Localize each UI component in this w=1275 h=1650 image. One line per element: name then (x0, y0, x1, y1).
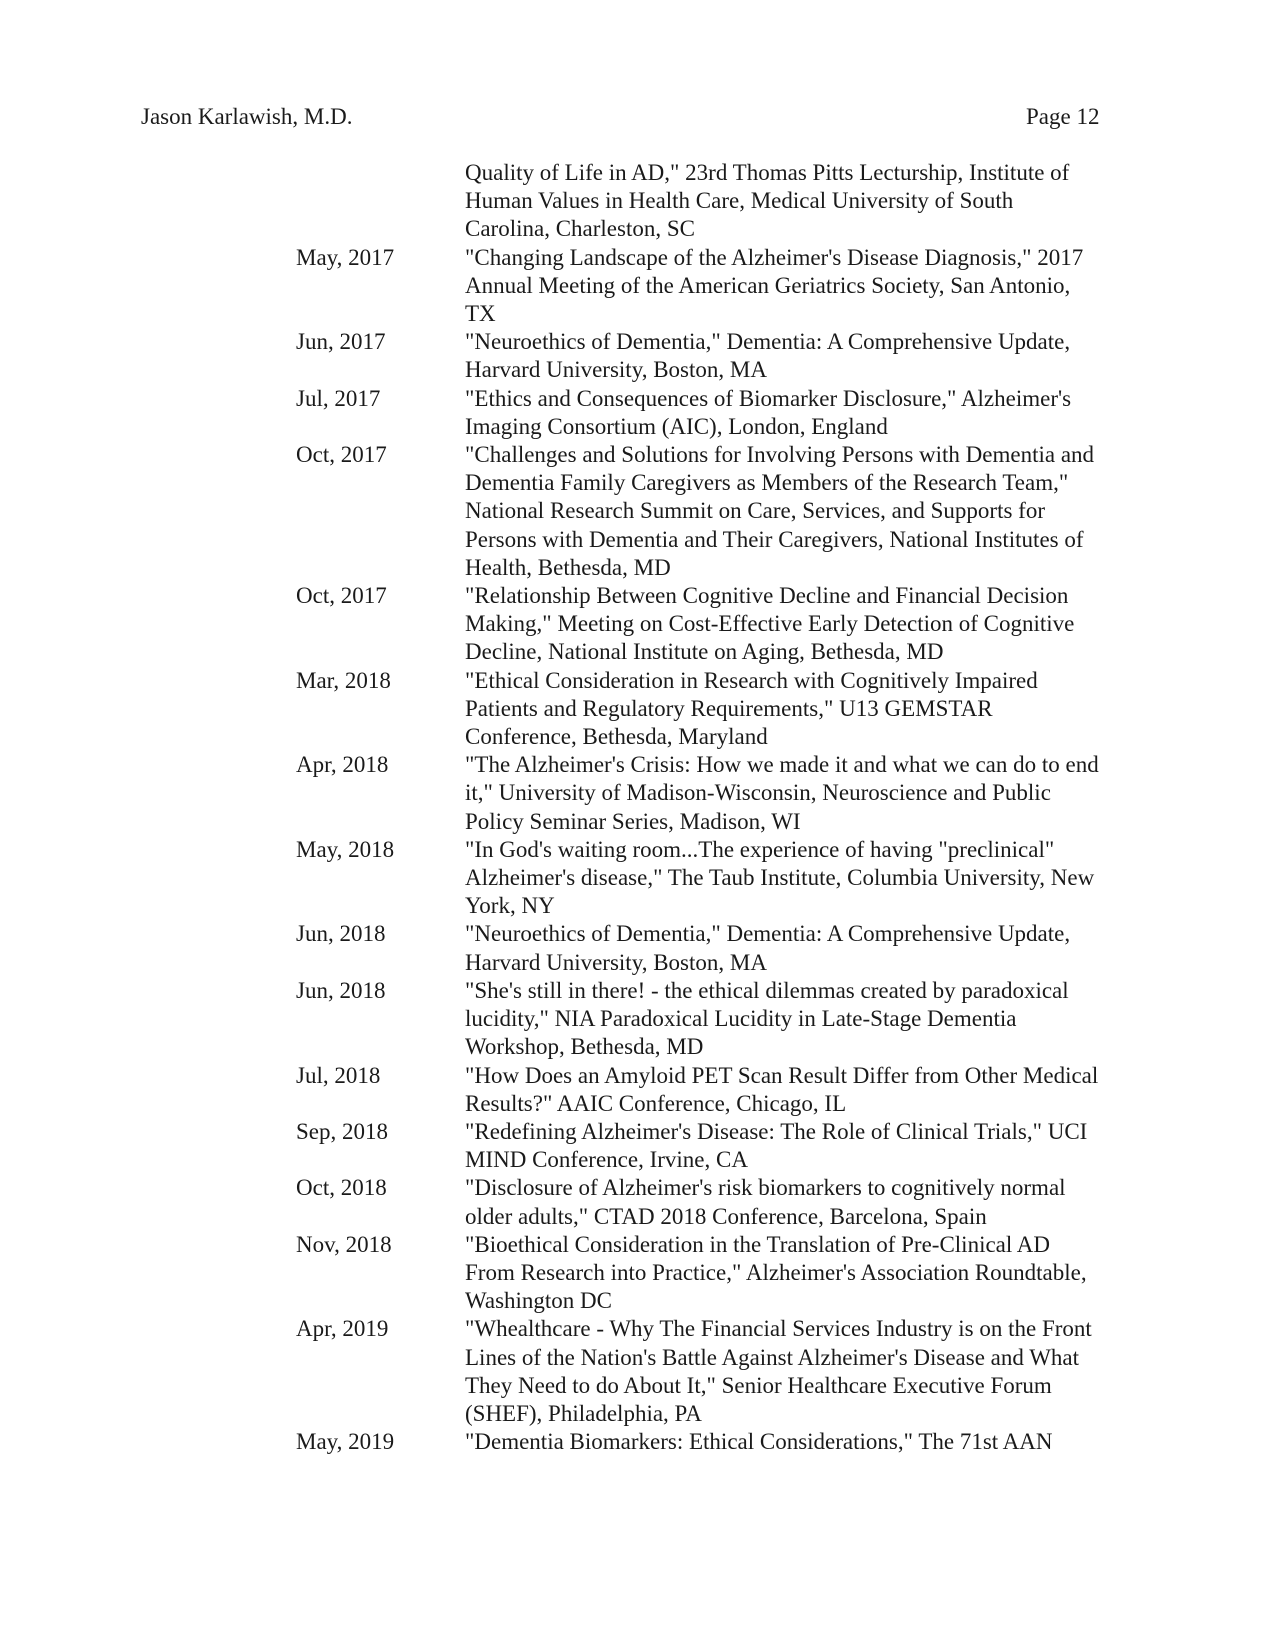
entry-line: "She's still in there! - the ethical dilemmas created by paradoxical (465, 977, 1069, 1003)
presentation-entry (0, 1062, 1275, 1118)
presentation-entry (0, 836, 1275, 921)
entry-description (465, 244, 1155, 329)
entry-line: Harvard University, Boston, MA (465, 357, 767, 383)
entry-description (465, 977, 1155, 1062)
entry-line: Policy Seminar Series, Madison, WI (465, 808, 801, 834)
presentation-entry (0, 667, 1275, 752)
entry-line: Making," Meeting on Cost-Effective Early Detection of Cognitive (465, 611, 1075, 637)
entry-line: "Bioethical Consideration in the Translation of Pre-Clinical AD (465, 1231, 1050, 1257)
entry-line: Carolina, Charleston, SC (465, 216, 695, 242)
entry-date: Jun, 2018 (296, 921, 386, 947)
presentation-entry (0, 920, 1275, 976)
entry-description (465, 1231, 1155, 1316)
entry-date: May, 2017 (296, 244, 395, 270)
presentation-entry (0, 328, 1275, 384)
entry-line: "Challenges and Solutions for Involving Persons with Dementia and (465, 442, 1095, 468)
entry-description (465, 1174, 1155, 1230)
entry-description (465, 920, 1155, 976)
entry-line: "Dementia Biomarkers: Ethical Considerations," The 71st AAN (465, 1429, 1053, 1455)
entry-date: May, 2018 (296, 836, 395, 862)
presentation-entry (0, 1231, 1275, 1316)
entry-description (465, 159, 1155, 244)
entry-line: "Changing Landscape of the Alzheimer's Disease Diagnosis," 2017 (465, 244, 1084, 270)
entry-date: Apr, 2018 (296, 752, 389, 778)
entry-line: "Neuroethics of Dementia," Dementia: A Comprehensive Update, (465, 329, 1071, 355)
entry-line: (SHEF), Philadelphia, PA (465, 1400, 702, 1426)
presentation-entry (0, 582, 1275, 667)
entry-line: Workshop, Bethesda, MD (465, 1034, 704, 1060)
entry-line: From Research into Practice," Alzheimer's Association Roundtable, (465, 1259, 1087, 1285)
entry-date: Mar, 2018 (296, 667, 391, 693)
entry-date: Jun, 2018 (296, 977, 386, 1003)
entry-line: Washington DC (465, 1288, 613, 1314)
entry-date: Nov, 2018 (296, 1231, 392, 1257)
entry-date: May, 2019 (296, 1429, 395, 1455)
entry-description (465, 836, 1155, 921)
entry-description (465, 1062, 1155, 1118)
entry-date: Oct, 2018 (296, 1175, 387, 1201)
entry-description (465, 1428, 1155, 1456)
entry-line: Patients and Regulatory Requirements," U13 GEMSTAR (465, 695, 993, 721)
presentation-entry (0, 441, 1275, 582)
entry-date: Sep, 2018 (296, 1118, 388, 1144)
entry-line: Conference, Bethesda, Maryland (465, 724, 768, 750)
entry-description (465, 328, 1155, 384)
entry-line: York, NY (465, 893, 555, 919)
entry-description (465, 441, 1155, 582)
entry-line: Health, Bethesda, MD (465, 554, 671, 580)
entry-line: National Research Summit on Care, Services, and Supports for (465, 498, 1045, 524)
entry-description (465, 751, 1155, 836)
entry-line: Imaging Consortium (AIC), London, England (465, 413, 888, 439)
entry-line: Lines of the Nation's Battle Against Alzheimer's Disease and What (465, 1344, 1080, 1370)
entry-line: "Ethics and Consequences of Biomarker Disclosure," Alzheimer's (465, 385, 1072, 411)
entry-line: "The Alzheimer's Crisis: How we made it and what we can do to end (465, 752, 1099, 778)
presentation-entry (0, 159, 1275, 244)
entry-line: "Ethical Consideration in Research with Cognitively Impaired (465, 667, 1038, 693)
entry-line: Dementia Family Caregivers as Members of the Research Team," (465, 470, 1069, 496)
entry-description (465, 1118, 1155, 1174)
presentation-entry (0, 1118, 1275, 1174)
entry-line: "Neuroethics of Dementia," Dementia: A Comprehensive Update, (465, 921, 1071, 947)
entry-line: it," University of Madison-Wisconsin, Neuroscience and Public (465, 780, 1051, 806)
presentation-entry (0, 1315, 1275, 1428)
entry-line: Decline, National Institute on Aging, Bethesda, MD (465, 639, 944, 665)
entry-line: TX (465, 301, 496, 327)
entry-line: MIND Conference, Irvine, CA (465, 1147, 748, 1173)
entry-line: "In God's waiting room...The experience of having "preclinical" (465, 836, 1055, 862)
presentation-entry (0, 1174, 1275, 1230)
presentation-entry (0, 751, 1275, 836)
entry-description (465, 582, 1155, 667)
entry-description (465, 667, 1155, 752)
entry-line: "How Does an Amyloid PET Scan Result Differ from Other Medical (465, 1062, 1099, 1088)
entry-line: Alzheimer's disease," The Taub Institute, Columbia University, New (465, 865, 1095, 891)
entry-line: Quality of Life in AD," 23rd Thomas Pitts Lecturship, Institute of (465, 160, 1070, 185)
entry-line: "Redefining Alzheimer's Disease: The Role of Clinical Trials," UCI (465, 1118, 1088, 1144)
entry-date: Oct, 2017 (296, 583, 387, 609)
entry-date: Jun, 2017 (296, 329, 386, 355)
entry-line: "Disclosure of Alzheimer's risk biomarkers to cognitively normal (465, 1175, 1066, 1201)
entry-line: "Whealthcare - Why The Financial Services Industry is on the Front (465, 1316, 1092, 1342)
entry-line: lucidity," NIA Paradoxical Lucidity in Late-Stage Dementia (465, 1006, 1017, 1032)
entry-line: older adults," CTAD 2018 Conference, Barcelona, Spain (465, 1203, 987, 1229)
entry-line: Harvard University, Boston, MA (465, 949, 767, 975)
entry-date: Oct, 2017 (296, 442, 387, 468)
page-number: Page 12 (1026, 104, 1100, 129)
entry-date: Jul, 2017 (296, 385, 381, 411)
entry-line: They Need to do About It," Senior Healthcare Executive Forum (465, 1372, 1052, 1398)
presentation-entry (0, 1428, 1275, 1456)
presentation-entry (0, 977, 1275, 1062)
running-header-author: Jason Karlawish, M.D. (141, 104, 353, 129)
entry-description (465, 385, 1155, 441)
presentations-list (0, 159, 1275, 1456)
presentation-entry (0, 385, 1275, 441)
entry-line: Persons with Dementia and Their Caregivers, National Institutes of (465, 526, 1084, 552)
entry-description (465, 1315, 1155, 1428)
presentation-entry (0, 244, 1275, 329)
entry-date: Apr, 2019 (296, 1316, 389, 1342)
entry-line: "Relationship Between Cognitive Decline and Financial Decision (465, 583, 1069, 609)
entry-line: Results?" AAIC Conference, Chicago, IL (465, 1090, 847, 1116)
entry-date: Jul, 2018 (296, 1062, 381, 1088)
entry-line: Annual Meeting of the American Geriatrics Society, San Antonio, (465, 272, 1071, 298)
entry-line: Human Values in Health Care, Medical University of South (465, 188, 1014, 214)
